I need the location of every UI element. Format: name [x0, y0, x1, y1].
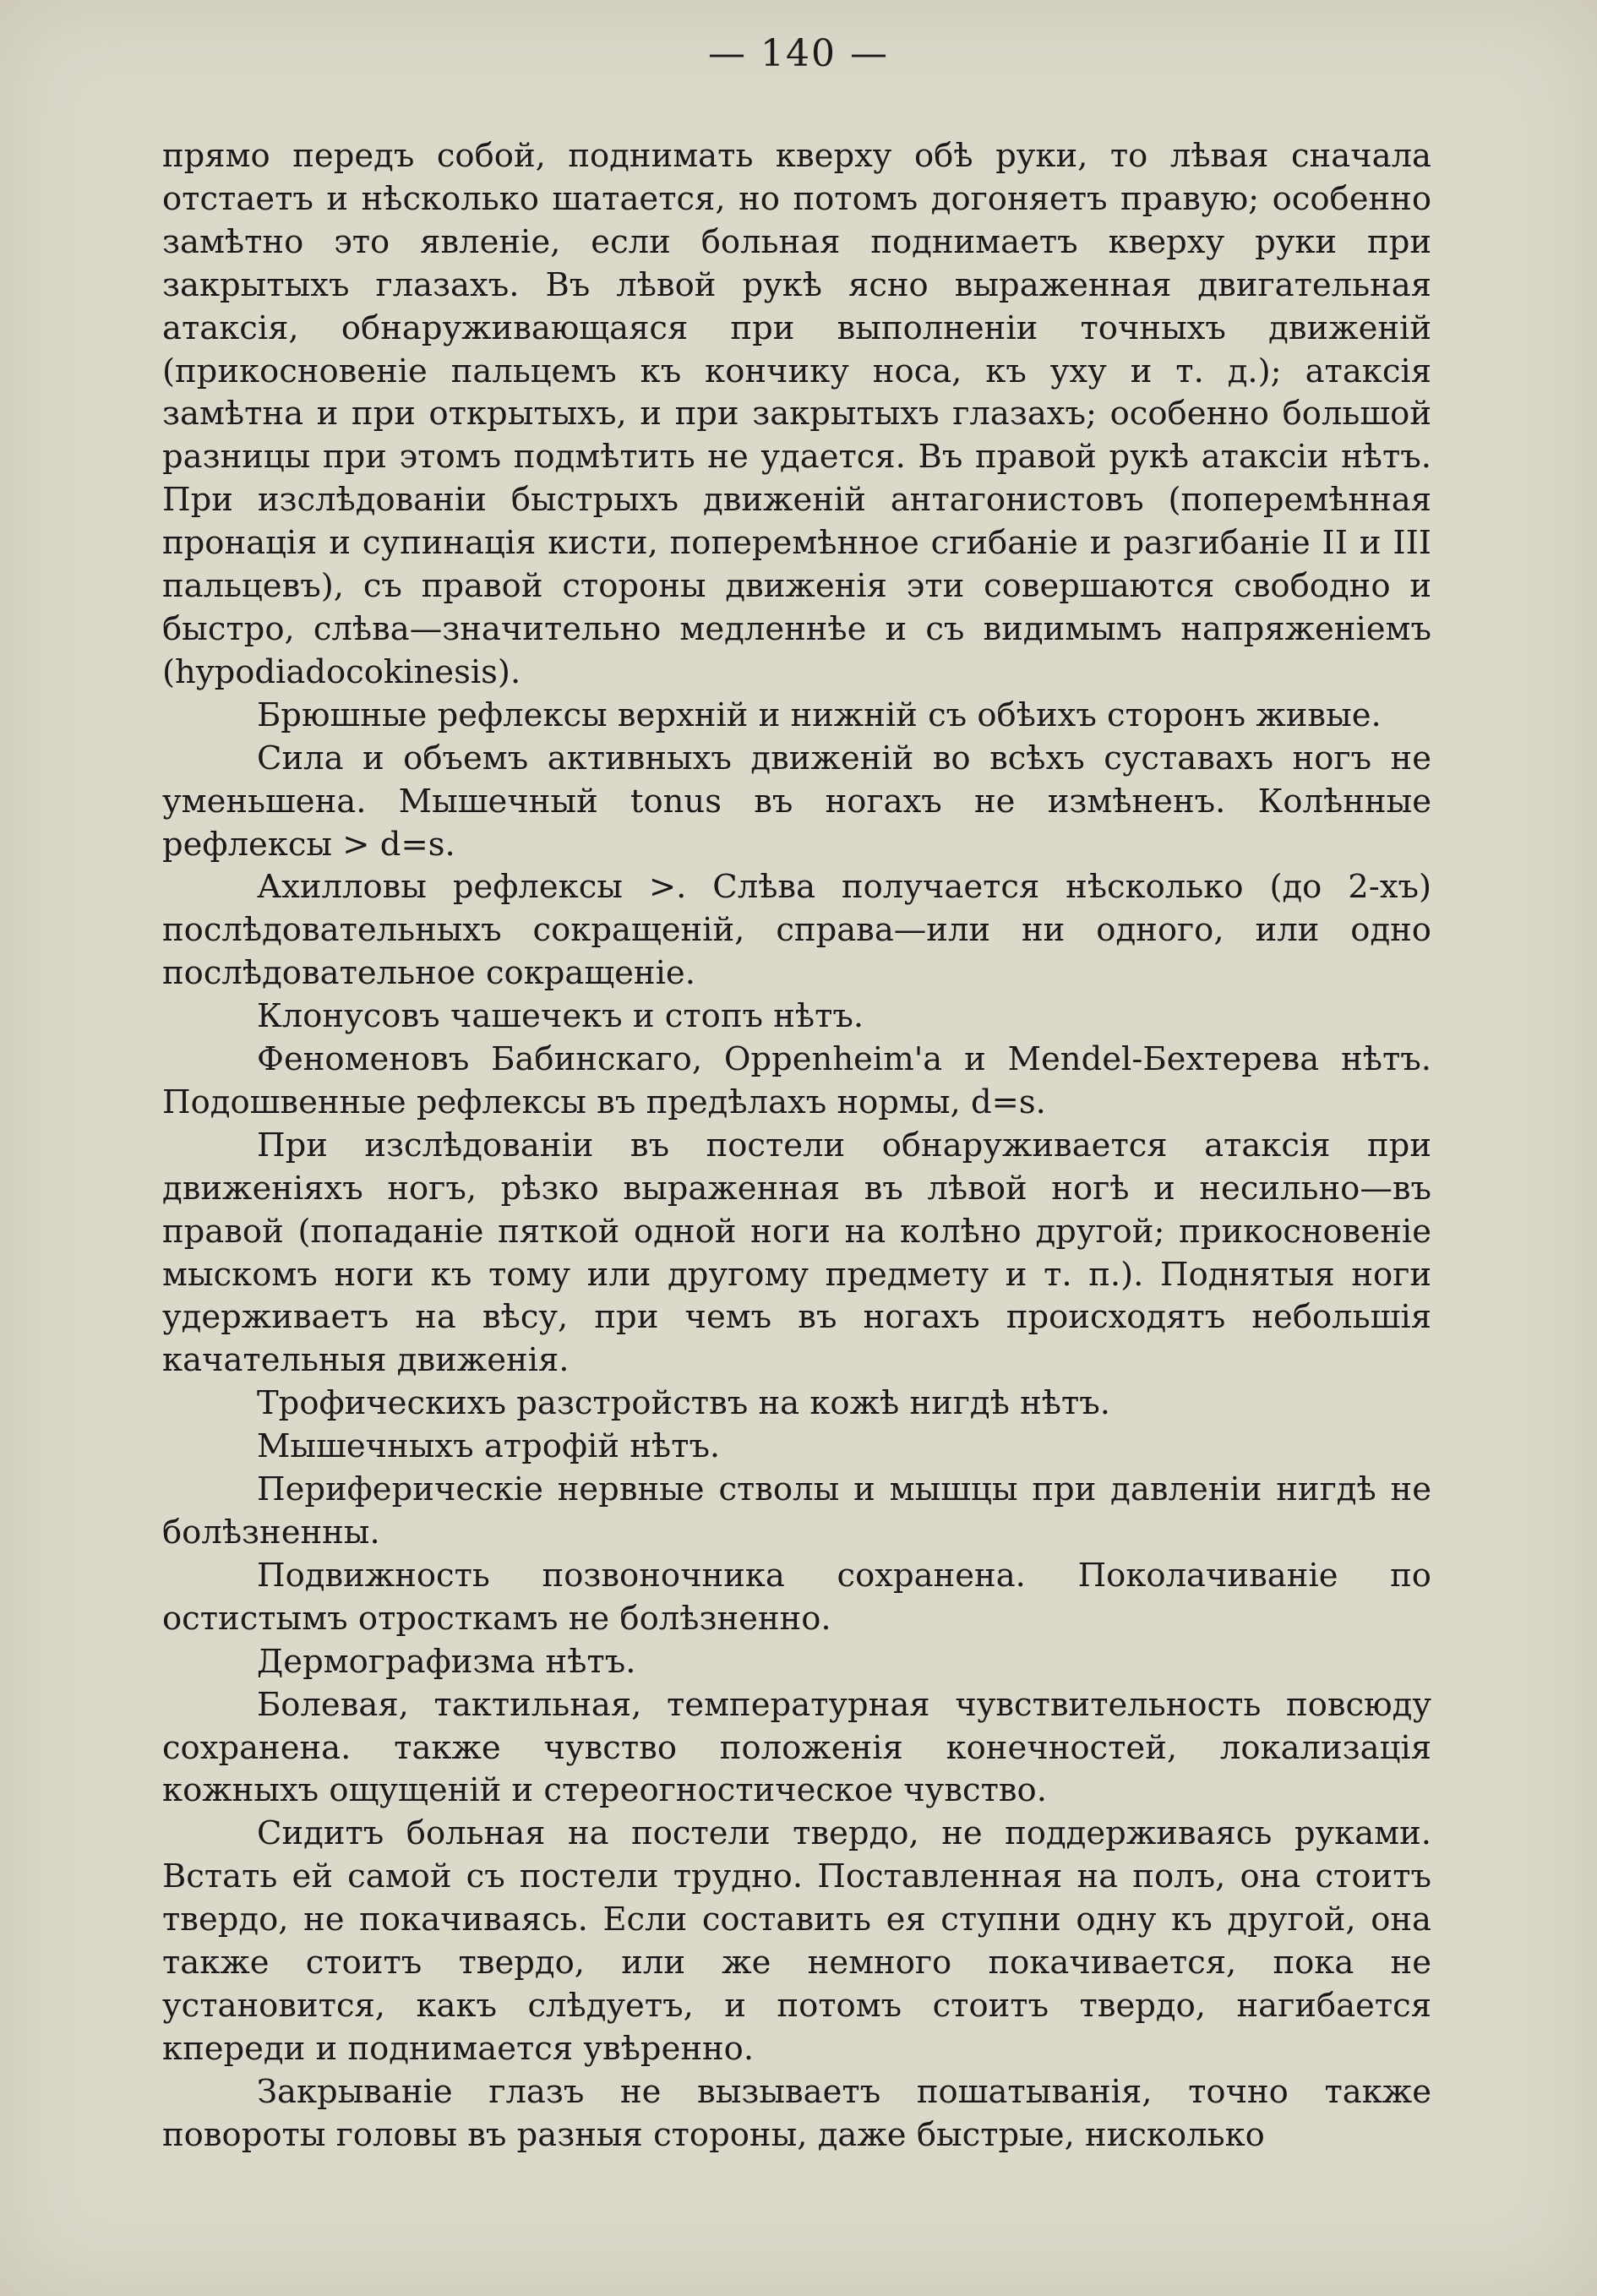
paragraph-clonus: Клонусовъ чашечекъ и стопъ нѣтъ.: [257, 997, 864, 1036]
paragraph-babinski: Феноменовъ Бабинскаго, Oppenheim'а и Mendel-Бехтерева нѣтъ. Подошвенные рефлексы въ предѣлахъ нормы, d=s.: [162, 1040, 1431, 1121]
paragraph-closing-eyes: Закрываніе глазъ не вызываетъ пошатыванія, точно также повороты головы въ разныя стороны, даже быстрые, нисколько: [162, 2072, 1431, 2154]
paragraph-leg-strength: Сила и объемъ активныхъ движеній во всѣхъ суставахъ ногъ не уменьшена. Мышечный tonus въ ногахъ не измѣненъ. Колѣнные рефлексы > d=s.: [162, 739, 1431, 864]
paragraph-ataxia-legs: При изслѣдованіи въ постели обнаруживается атаксія при движеніяхъ ногъ, рѣзко выраженная въ лѣвой ногѣ и несильно—въ правой (попаданіе пяткой одной ноги на колѣно другой; прикосновеніе мыскомъ ноги къ тому или другому предмету и т. п.). Поднятыя ноги удерживаетъ на вѣсу, при чемъ въ ногахъ происходятъ небольшія качательныя движенія.: [162, 1126, 1431, 1380]
paragraph-nerves: Периферическіе нервные стволы и мышцы при давленіи нигдѣ не болѣзненны.: [162, 1470, 1431, 1552]
paragraph-trophic: Трофическихъ разстройствъ на кожѣ нигдѣ нѣтъ.: [257, 1384, 1111, 1423]
paragraph-sensitivity: Болевая, тактильная, температурная чувствительность повсюду сохранена. также чувство положенія конечностей, локализація кожныхъ ощущеній и стереогностическое чувство.: [162, 1685, 1431, 1810]
paragraph-sitting-standing: Сидитъ больная на постели твердо, не поддерживаясь руками. Встать ей самой съ постели трудно. Поставленная на полъ, она стоитъ твердо, не покачиваясь. Если составить ея ступни одну къ другой, она также стоитъ твердо, или же немного покачивается, пока не установится, какъ слѣдуетъ, и потомъ стоитъ твердо, нагибается кпереди и поднимается увѣренно.: [162, 1814, 1431, 2068]
page-number: — 140 —: [708, 32, 889, 75]
body-text: [162, 135, 1431, 2157]
paragraph-spine: Подвижность позвоночника сохранена. Поколачиваніе по остистымъ отросткамъ не болѣзненно.: [162, 1556, 1431, 1638]
paragraph-dermographism: Дермографизма нѣтъ.: [257, 1642, 636, 1681]
paragraph-achilles-reflexes: Ахилловы рефлексы >. Слѣва получается нѣсколько (до 2-хъ) послѣдовательныхъ сокращеній, справа—или ни одного, или одно послѣдовательное сокращеніе.: [162, 868, 1431, 993]
paragraph-atrophy: Мышечныхъ атрофій нѣтъ.: [257, 1427, 721, 1466]
paragraph-ataxia-arms: прямо передъ собой, поднимать кверху обѣ руки, то лѣвая сначала отстаетъ и нѣсколько шатается, но потомъ догоняетъ правую; особенно замѣтно это явленіе, если больная поднимаетъ кверху руки при закрытыхъ глазахъ. Въ лѣвой рукѣ ясно выраженная двигательная атаксія, обнаруживающаяся при выполненіи точныхъ движеній (прикосновеніе пальцемъ къ кончику носа, къ уху и т. д.); атаксія замѣтна и при открытыхъ, и при закрытыхъ глазахъ; особенно большой разницы при этомъ подмѣтить не удается. Въ правой рукѣ атаксіи нѣтъ. При изслѣдованіи быстрыхъ движеній антагонистовъ (поперемѣнная пронація и супинація кисти, поперемѣнное сгибаніе и разгибаніе II и III пальцевъ), съ правой стороны движенія эти совершаются свободно и быстро, слѣва—значительно медленнѣе и съ видимымъ напряженіемъ (hypodiadocokinesis).: [162, 137, 1431, 691]
paragraph-abdominal-reflexes: Брюшные рефлексы верхній и нижній съ обѣихъ сторонъ живые.: [257, 695, 1382, 734]
